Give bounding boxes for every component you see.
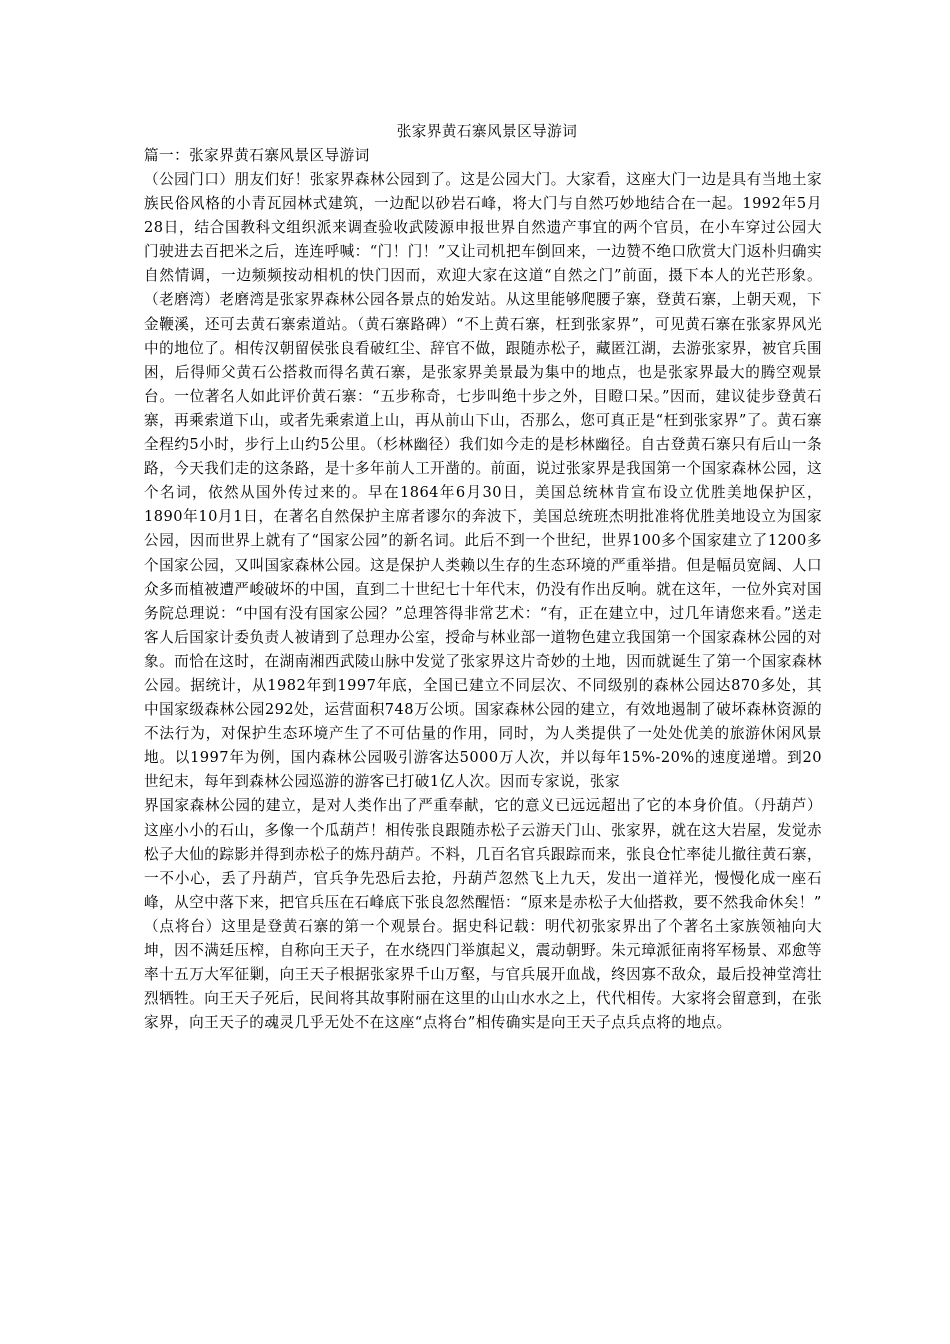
document-title: 张家界黄石寨风景区导游词	[396, 123, 578, 140]
document-page	[144, 120, 822, 1035]
paragraph-2: 界国家森林公园的建立，是对人类作出了严重奉献，它的意义已远远超出了它的本身价值。（丹葫芦）这座小小的石山，多像一个瓜葫芦！相传张良跟随赤松子云游天门山、张家界，就在这大岩屋，发觉赤松子大仙的踪影并得到赤松子的炼丹葫芦。不料，几百名官兵跟踪而来，张良仓忙率徒儿撤往黄石寨，一不小心，丢了丹葫芦，官兵争先恐后去抢，丹葫芦忽然飞上九天，发出一道祥光，慢慢化成一座石峰，从空中落下来，把官兵压在石峰底下张良忽然醒悟：“原来是赤松子大仙搭救，要不然我命休矣！”	[144, 797, 822, 911]
paragraph-3: （点将台）这里是登黄石寨的第一个观景台。据史科记载：明代初张家界出了个著名土家族领袖向大坤，因不满廷压榨，自称向王天子，在水绕四门举旗起义，震动朝野。朱元璋派征南将军杨景、邓愈等率十五万大军征剿，向王天子根据张家界千山万壑，与官兵展开血战，终因寡不敌众，最后投神堂湾壮烈牺牲。向王天子死后，民间将其故事附丽在这里的山山水水之上，代代相传。大家将会留意到，在张家界，向王天子的魂灵几乎无处不在这座“点将台”相传确实是向王天子点兵点将的地点。	[144, 917, 822, 1032]
section-heading: 篇一：张家界黄石寨风景区导游词	[144, 147, 370, 164]
paragraph-1: （公园门口）朋友们好！张家界森林公园到了。这是公园大门。大家看，这座大门一边是具有当地土家族民俗风格的小青瓦园林式建筑，一边配以砂岩石峰，将大门与自然巧妙地结合在一起。1992年5月28日，结合国教科文组织派来调查验收武陵源申报世界自然遗产事宜的两个官员，在小车穿过公园大门驶进去百把米之后，连连呼喊：“门！门！”又让司机把车倒回来，一边赞不绝口欣赏大门返朴归确实自然情调，一边频频按动相机的快门因而，欢迎大家在这道“自然之门”前面，摄下本人的光芒形象。（老磨湾）老磨湾是张家界森林公园各景点的始发站。从这里能够爬腰子寨，登黄石寨，上朝天观，下金鞭溪，还可去黄石寨索道站。（黄石寨路碑）“不上黄石寨，枉到张家界”，可见黄石寨在张家界风光中的地位了。相传汉朝留侯张良看破红尘、辞官不做，跟随赤松子，藏匿江湖，去游张家界，被官兵围困，后得师父黄石公搭救而得名黄石寨，是张家界美景最为集中的地点，也是张家界最大的腾空观景台。一位著名人如此评价黄石寨：“五步称奇，七步叫绝十步之外，目瞪口呆。”因而，建议徒步登黄石寨，再乘索道下山，或者先乘索道上山，再从前山下山，否那么，您可真正是“枉到张家界”了。黄石寨全程约5小时，步行上山约5公里。（杉林幽径）我们如今走的是杉林幽径。自古登黄石寨只有后山一条路，今天我们走的这条路，是十多年前人工开凿的。前面，说过张家界是我国第一个国家森林公园，这个名词，依然从国外传过来的。早在1864年6月30日，美国总统林肯宣布设立优胜美地保护区，1890年10月1日，在著名自然保护主席者谬尔的奔波下，美国总统班杰明批准将优胜美地设立为国家公园，因而世界上就有了“国家公园”的新名词。此后不到一个世纪，世界100多个国家建立了1200多个国家公园，又叫国家森林公园。这是保护人类赖以生存的生态环境的严重举措。但是幅员宽阔、人口众多而植被遭严峻破坏的中国，直到二十世纪七十年代末，仍没有作出反响。就在这年，一位外宾对国务院总理说：“中国有没有国家公园？”总理答得非常艺术：“有，正在建立中，过几年请您来看。”送走客人后国家计委负责人被请到了总理办公室，授命与林业部一道物色建立我国第一个国家森林公园的对象。而恰在这时，在湖南湘西武陵山脉中发觉了张家界这片奇妙的土地，因而就诞生了第一个国家森林公园。据统计，从1982年到1997年底，全国已建立不同层次、不同级别的森林公园达870多处，其中国家级森林公园292处，运营面积748万公顷。国家森林公园的建立，有效地遏制了破坏森林资源的不法行为，对保护生态环境产生了不可估量的作用，同时，为人类提供了一处处优美的旅游休闲风景地。以1997年为例，国内森林公园吸引游客达5000万人次，并以每年15%-20%的速度递增。到20世纪末，每年到森林公园巡游的游客已打破1亿人次。因而专家说，张家	[144, 171, 822, 791]
